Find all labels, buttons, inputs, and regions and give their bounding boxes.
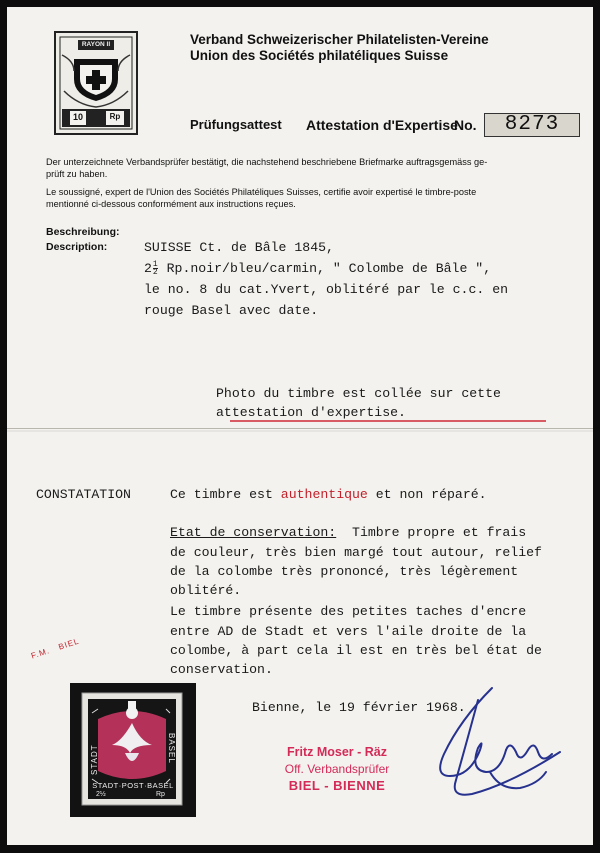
- value-fraction: [153, 261, 158, 276]
- emblem-top-text: RAYON II: [81, 41, 111, 48]
- fold-line: [7, 428, 593, 429]
- etat-line: [170, 525, 526, 540]
- stamp-photo: [70, 683, 196, 817]
- fraction-denominator: 2: [152, 268, 158, 278]
- emblem-value: 10: [72, 112, 83, 122]
- expert-city: BIEL - BIENNE: [288, 778, 386, 793]
- stamp-right-text: BASEL: [167, 733, 176, 764]
- intro-fr: Le soussigné, expert de l'Union des Sociétés Philatéliques Suisses, certifie avoir expertisé le timbre-poste mentionné ci-dessous conformément aux instructions reçues.: [46, 187, 477, 209]
- description-line-1: SUISSE Ct. de Bâle 1845,: [144, 240, 334, 255]
- expert-role: Off. Verbandsprüfer: [284, 762, 390, 776]
- description-label-fr: Description:: [46, 241, 108, 253]
- description-line-4: rouge Basel avec date.: [144, 303, 319, 318]
- value-rest: Rp.noir/bleu/carmin, " Colombe de Bâle ",: [158, 261, 492, 276]
- photo-note-red-underline: [230, 420, 546, 422]
- emblem-unit: Rp: [109, 112, 121, 121]
- conservation-line-4: Le timbre présente des petites taches d'encre: [170, 604, 527, 619]
- conservation-line-3: oblitéré.: [170, 583, 242, 598]
- date-line: Bienne, le 19 février 1968.: [252, 700, 466, 715]
- fraction-numerator: 1: [152, 260, 158, 270]
- photo-note-2: attestation d'expertise.: [216, 405, 406, 420]
- stamp-bottom-text: STADT·POST·BASEL: [92, 781, 174, 790]
- constatation-label: CONSTATATION: [36, 487, 131, 502]
- conservation-line-2: de la colombe très prononcé, très légèrement: [170, 564, 519, 579]
- stamp-value: 2½: [96, 791, 106, 798]
- signature-icon: [420, 680, 570, 810]
- etat-text: Timbre propre et frais: [336, 525, 527, 540]
- certificate-number: 8273: [484, 113, 580, 137]
- swiss-stamp-emblem: [54, 31, 138, 135]
- conservation-line-5: entre AD de Stadt et vers l'aile droite de la: [170, 624, 527, 639]
- description-line-3: le no. 8 du cat.Yvert, oblitéré par le c.c. en: [144, 282, 509, 297]
- authentic-word: authentique: [280, 487, 368, 502]
- stamp-left-text: STADT: [90, 744, 99, 775]
- dove-stamp-icon: [70, 683, 196, 817]
- signature: [420, 680, 570, 810]
- conservation-line-7: conservation.: [170, 662, 273, 677]
- fold-shadow: [7, 430, 593, 432]
- statement-pre: Ce timbre est: [170, 487, 281, 502]
- org-name-fr: Union des Sociétés philatéliques Suisse: [190, 48, 449, 63]
- constatation-statement: [170, 487, 487, 502]
- title-de: Prüfungsattest: [190, 117, 282, 132]
- title-fr: Attestation d'Expertise: [306, 117, 458, 133]
- stamp-unit: Rp: [156, 791, 165, 798]
- number-label: No.: [454, 117, 477, 133]
- intro-de: Der unterzeichnete Verbandsprüfer bestätigt, die nachstehend beschriebene Briefmarke auftragsgemäss ge- prüft zu haben.: [46, 157, 488, 179]
- etat-label: Etat de conservation:: [170, 525, 337, 540]
- org-name-de: Verband Schweizerischer Philatelisten-Vereine: [190, 32, 489, 47]
- conservation-line-1: de couleur, très bien margé tout autour, relief: [170, 545, 542, 560]
- description-line-2: [144, 261, 491, 276]
- photo-note-1: Photo du timbre est collée sur cette: [216, 386, 501, 401]
- expert-name: Fritz Moser - Räz: [286, 745, 387, 759]
- postmark-text: F.M. BIEL: [30, 636, 81, 661]
- conservation-line-6: colombe, à part cela il est en très bel état de: [170, 643, 542, 658]
- description-label-de: Beschreibung:: [46, 226, 120, 238]
- statement-post: et non réparé.: [367, 487, 487, 502]
- value-whole: 2: [144, 261, 152, 276]
